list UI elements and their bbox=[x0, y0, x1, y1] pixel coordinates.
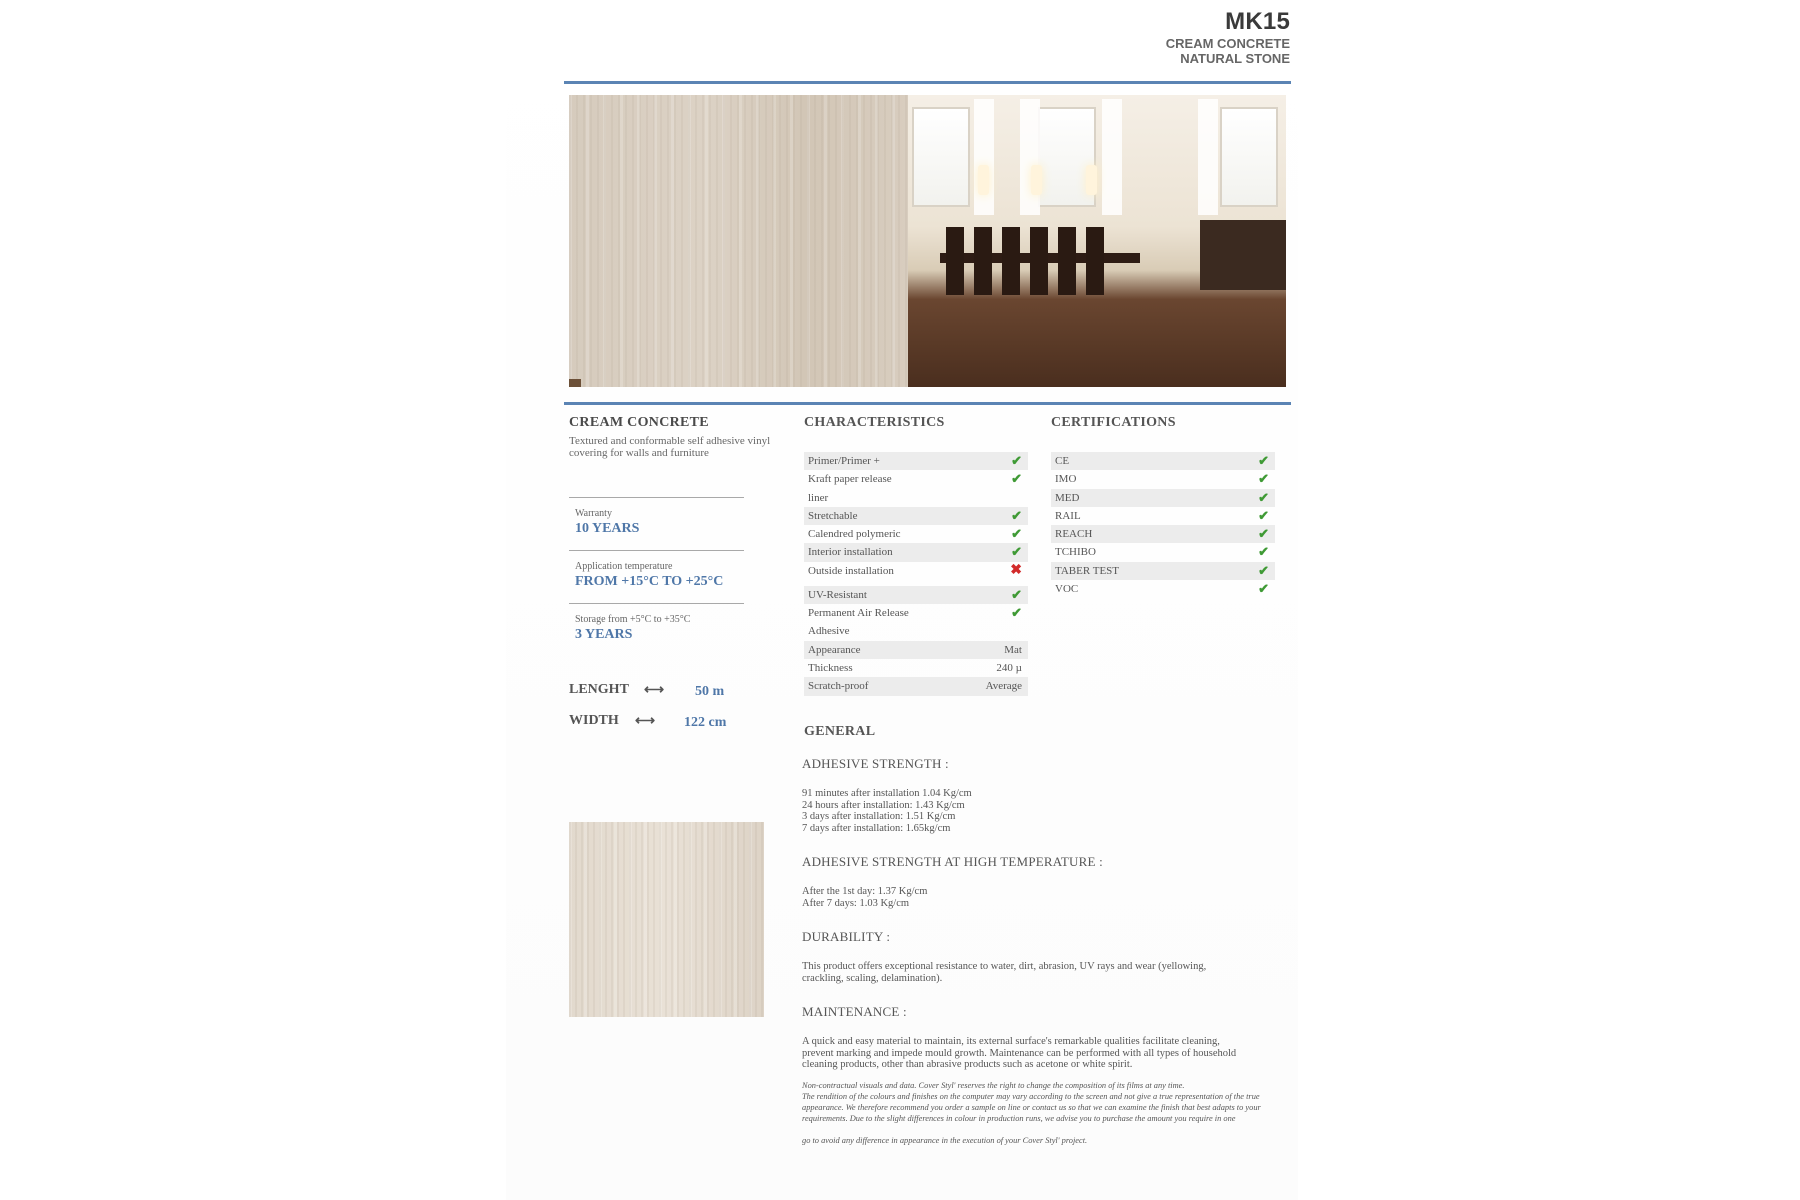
characteristic-label: Appearance bbox=[808, 643, 861, 656]
certification-label: CE bbox=[1055, 455, 1070, 467]
adhesive-strength-body bbox=[802, 788, 1292, 834]
certification-row bbox=[1051, 507, 1275, 525]
check-icon: ✔ bbox=[1258, 581, 1269, 597]
certification-row bbox=[1051, 525, 1275, 543]
certification-row bbox=[1051, 543, 1275, 561]
product-code: MK15 bbox=[1225, 8, 1290, 35]
certification-label: VOC bbox=[1055, 583, 1079, 596]
characteristic-label: UV-Resistant bbox=[808, 588, 867, 601]
maintenance-text: A quick and easy material to maintain, its external surface's remarkable qualities facilitate cleaning, prevent marking and impede mould growth. Maintenance can be performed with all types of household cleaning products, other than abrasive products such as acetone or white spirit. bbox=[802, 1036, 1237, 1070]
storage-label: Storage from +5°C to +35°C bbox=[575, 614, 691, 625]
material-swatch-image bbox=[569, 822, 764, 1017]
check-icon: ✔ bbox=[1258, 507, 1269, 523]
certification-row bbox=[1051, 452, 1275, 470]
check-icon: ✔ bbox=[1011, 544, 1022, 560]
characteristic-label: Calendred polymeric bbox=[808, 528, 901, 541]
characteristic-label: Adhesive bbox=[808, 625, 850, 638]
characteristic-value: 240 µ bbox=[996, 661, 1022, 674]
characteristic-row bbox=[804, 452, 1028, 470]
check-icon: ✔ bbox=[1258, 562, 1269, 578]
durability-heading: DURABILITY : bbox=[802, 929, 891, 944]
product-name-line: CREAM CONCRETE bbox=[1165, 36, 1290, 51]
characteristic-row bbox=[804, 586, 1028, 604]
product-description: Textured and conformable self adhesive vinyl covering for walls and furniture bbox=[569, 435, 771, 459]
characteristic-row bbox=[804, 622, 1028, 640]
characteristic-label: Interior installation bbox=[808, 546, 893, 559]
mid-divider bbox=[564, 402, 1291, 405]
check-icon: ✔ bbox=[1011, 471, 1022, 487]
adhesive-strength-text: 91 minutes after installation 1.04 Kg/cm 24 hours after installation: 1.43 Kg/cm 3 days after installation: 1.51 Kg/cm 7 days after installation: 1.65kg/cm bbox=[802, 788, 972, 834]
length-label: LENGHT bbox=[569, 682, 629, 697]
check-icon: ✔ bbox=[1011, 526, 1022, 542]
characteristic-row bbox=[804, 489, 1028, 507]
disclaimer-text: Non-contractual visuals and data. Cover Styl' reserves the right to change the composition of its films at any time. The rendition of the colours and finishes on the computer may vary according to the screen and not give a true representation of the true appearance. We therefore recommend you order a sample on line or contact us so that we can examine the finish that best adapts to your requirements. Due to the slight differences in colour in production runs, we advise you to purchase the amount you require in one go to avoid any difference in appearance in the execution of your Cover Styl' project. bbox=[802, 1081, 1261, 1145]
certifications-title: CERTIFICATIONS bbox=[1051, 415, 1176, 430]
characteristic-label: Permanent Air Release bbox=[808, 607, 909, 620]
high-temperature-text: After the 1st day: 1.37 Kg/cm After 7 days: 1.03 Kg/cm bbox=[802, 886, 928, 909]
characteristic-value: Mat bbox=[1004, 643, 1022, 656]
hero-image bbox=[569, 95, 1286, 387]
adhesive-strength-section bbox=[802, 756, 1292, 772]
warranty-label: Warranty bbox=[575, 508, 612, 519]
product-title: CREAM CONCRETE bbox=[569, 415, 709, 430]
certification-label: REACH bbox=[1055, 528, 1093, 541]
warranty-value: 10 YEARS bbox=[575, 521, 640, 536]
characteristic-row bbox=[804, 562, 1028, 586]
certification-row bbox=[1051, 470, 1275, 488]
characteristics-table bbox=[804, 452, 1028, 696]
characteristic-label: Kraft paper release bbox=[808, 473, 892, 486]
certification-label: TCHIBO bbox=[1055, 546, 1096, 559]
check-icon: ✔ bbox=[1011, 605, 1022, 621]
length-value: 50 m bbox=[695, 684, 725, 699]
application-temperature-label: Application temperature bbox=[575, 561, 673, 572]
width-dimension bbox=[569, 713, 727, 730]
characteristic-label: Thickness bbox=[808, 661, 853, 674]
maintenance-body bbox=[802, 1036, 1292, 1071]
certification-row bbox=[1051, 562, 1275, 580]
high-temperature-body bbox=[802, 886, 1292, 909]
characteristic-value: Average bbox=[985, 680, 1022, 693]
cross-icon: ✖ bbox=[1010, 562, 1022, 578]
characteristics-title: CHARACTERISTICS bbox=[804, 415, 945, 430]
storage-spec bbox=[569, 603, 744, 643]
characteristic-row bbox=[804, 604, 1028, 622]
characteristic-row bbox=[804, 543, 1028, 561]
general-title: GENERAL bbox=[804, 724, 876, 739]
characteristic-row bbox=[804, 525, 1028, 543]
width-value: 122 cm bbox=[684, 715, 727, 730]
check-icon: ✔ bbox=[1258, 544, 1269, 560]
certification-label: MED bbox=[1055, 491, 1080, 504]
top-divider bbox=[564, 81, 1291, 84]
durability-text: This product offers exceptional resistance to water, dirt, abrasion, UV rays and wear (yellowing, crackling, scaling, delamination). bbox=[802, 961, 1207, 984]
material-texture-image bbox=[569, 95, 908, 387]
maintenance-heading: MAINTENANCE : bbox=[802, 1004, 907, 1019]
certification-label: IMO bbox=[1055, 473, 1077, 486]
characteristic-label: Primer/Primer + bbox=[808, 455, 880, 467]
width-label: WIDTH bbox=[569, 713, 619, 728]
certification-label: TABER TEST bbox=[1055, 564, 1120, 577]
characteristic-label: liner bbox=[808, 491, 829, 504]
durability-section bbox=[802, 929, 1292, 945]
product-category-line: NATURAL STONE bbox=[1180, 51, 1290, 66]
application-temperature-value: FROM +15°C TO +25°C bbox=[575, 574, 724, 589]
adhesive-strength-heading: ADHESIVE STRENGTH : bbox=[802, 756, 949, 771]
high-temperature-heading: ADHESIVE STRENGTH AT HIGH TEMPERATURE : bbox=[802, 854, 1103, 869]
dining-room-photo bbox=[908, 95, 1286, 387]
certifications-table bbox=[1051, 452, 1275, 598]
high-temperature-section bbox=[802, 854, 1292, 870]
double-arrow-icon: ⟷ bbox=[644, 683, 665, 698]
check-icon: ✔ bbox=[1258, 489, 1269, 505]
durability-body bbox=[802, 961, 1292, 984]
product-header bbox=[1166, 8, 1290, 66]
characteristic-label: Outside installation bbox=[808, 564, 894, 577]
certification-label: RAIL bbox=[1055, 509, 1081, 522]
product-summary bbox=[569, 415, 789, 459]
characteristic-row bbox=[804, 641, 1028, 659]
check-icon: ✔ bbox=[1011, 586, 1022, 602]
maintenance-section bbox=[802, 1004, 1292, 1020]
warranty-spec bbox=[569, 497, 744, 537]
check-icon: ✔ bbox=[1258, 453, 1269, 468]
length-dimension bbox=[569, 682, 725, 699]
double-arrow-icon: ⟷ bbox=[635, 714, 656, 729]
certification-row bbox=[1051, 580, 1275, 598]
check-icon: ✔ bbox=[1258, 471, 1269, 487]
check-icon: ✔ bbox=[1258, 526, 1269, 542]
characteristic-row bbox=[804, 470, 1028, 488]
certification-row bbox=[1051, 489, 1275, 507]
characteristic-label: Scratch-proof bbox=[808, 680, 869, 693]
characteristic-row bbox=[804, 659, 1028, 677]
characteristic-row bbox=[804, 677, 1028, 695]
characteristic-row bbox=[804, 507, 1028, 525]
application-temperature-spec bbox=[569, 550, 744, 590]
check-icon: ✔ bbox=[1011, 507, 1022, 523]
storage-value: 3 YEARS bbox=[575, 627, 633, 642]
check-icon: ✔ bbox=[1011, 453, 1022, 468]
characteristic-label: Stretchable bbox=[808, 509, 858, 522]
